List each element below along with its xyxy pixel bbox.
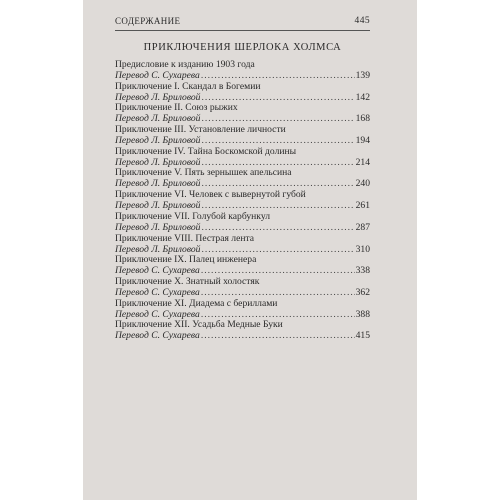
entry-title: Приключение VIII. Пестрая лента: [115, 232, 255, 244]
toc-entry: [115, 60, 370, 82]
entry-title: Приключение X. Знатный холостяк: [115, 275, 260, 287]
entry-page: 142: [355, 91, 370, 103]
entry-translator: Перевод С. Сухарева: [115, 286, 200, 298]
leader-dots: [201, 310, 355, 320]
entry-title: Приключение XII. Усадьба Медные Буки: [115, 319, 283, 331]
entry-translator: Перевод Л. Бриловой: [115, 156, 201, 168]
page-number: 445: [354, 16, 370, 26]
toc-entry: [115, 168, 370, 190]
entry-title: Приключение VI. Человек с вывернутой губой: [115, 189, 306, 201]
entry-translator: Перевод Л. Бриловой: [115, 221, 201, 233]
entry-page: 139: [355, 70, 370, 81]
entry-page: 415: [355, 330, 370, 342]
entry-page: 194: [355, 135, 370, 147]
section-title: ПРИКЛЮЧЕНИЯ ШЕРЛОКА ХОЛМСА: [143, 42, 342, 53]
entry-translator: Перевод Л. Бриловой: [115, 200, 201, 212]
entry-page: 168: [355, 113, 370, 125]
entry-translator: Перевод С. Сухарева: [115, 265, 200, 277]
entry-page: 388: [355, 308, 370, 320]
leader-dots: [201, 93, 354, 103]
entry-page: 362: [355, 286, 370, 298]
entry-title: Приключение XI. Диадема с бериллами: [115, 297, 278, 309]
entry-title: Приключение VII. Голубой карбункул: [115, 210, 270, 222]
toc-entry: [115, 212, 370, 234]
book-page: [83, 0, 417, 500]
entry-page: 261: [355, 200, 370, 212]
leader-dots: [201, 266, 355, 276]
entry-translator: Перевод Л. Бриловой: [115, 178, 201, 190]
toc-entry: [115, 320, 370, 342]
running-title: СОДЕРЖАНИЕ: [115, 16, 181, 26]
entry-title: Приключение I. Скандал в Богемии: [115, 80, 261, 92]
leader-dots: [201, 136, 354, 146]
entry-translator: Перевод Л. Бриловой: [115, 113, 201, 125]
entry-page: 338: [355, 265, 370, 277]
entry-page: 240: [355, 178, 370, 190]
leader-dots: [201, 114, 354, 124]
leader-dots: [201, 71, 355, 81]
entry-translator: Перевод Л. Бриловой: [115, 91, 201, 103]
toc-entry: [115, 255, 370, 277]
entry-title: Приключение IV. Тайна Боскомской долины: [115, 145, 297, 157]
leader-dots: [201, 179, 354, 189]
entry-title: Приключение III. Установление личности: [115, 124, 286, 136]
entry-translator: Перевод Л. Бриловой: [115, 135, 201, 147]
leader-dots: [201, 288, 355, 298]
toc-entry: [115, 234, 370, 256]
entry-title: Приключение IX. Палец инженера: [115, 254, 257, 266]
entry-translator: Перевод Л. Бриловой: [115, 243, 201, 255]
toc-entry: [115, 125, 370, 147]
table-of-contents: [115, 60, 370, 342]
leader-dots: [201, 223, 354, 233]
leader-dots: [201, 331, 355, 341]
header-rule: [115, 30, 370, 31]
entry-translator: Перевод С. Сухарева: [115, 308, 200, 320]
entry-title: Предисловие к изданию 1903 года: [115, 59, 255, 70]
running-head: [115, 16, 370, 26]
entry-page: 214: [355, 156, 370, 168]
toc-entry: [115, 103, 370, 125]
leader-dots: [201, 245, 354, 255]
toc-entry: [115, 82, 370, 104]
toc-entry: [115, 277, 370, 299]
entry-page: 287: [355, 221, 370, 233]
entry-page: 310: [355, 243, 370, 255]
leader-dots: [201, 158, 354, 168]
leader-dots: [201, 201, 354, 211]
toc-entry: [115, 190, 370, 212]
toc-entry: [115, 299, 370, 321]
entry-title: Приключение II. Союз рыжих: [115, 102, 238, 114]
entry-translator: Перевод С. Сухарева: [115, 330, 200, 342]
entry-title: Приключение V. Пять зернышек апельсина: [115, 167, 292, 179]
entry-translator: Перевод С. Сухарева: [115, 70, 200, 81]
toc-entry: [115, 147, 370, 169]
